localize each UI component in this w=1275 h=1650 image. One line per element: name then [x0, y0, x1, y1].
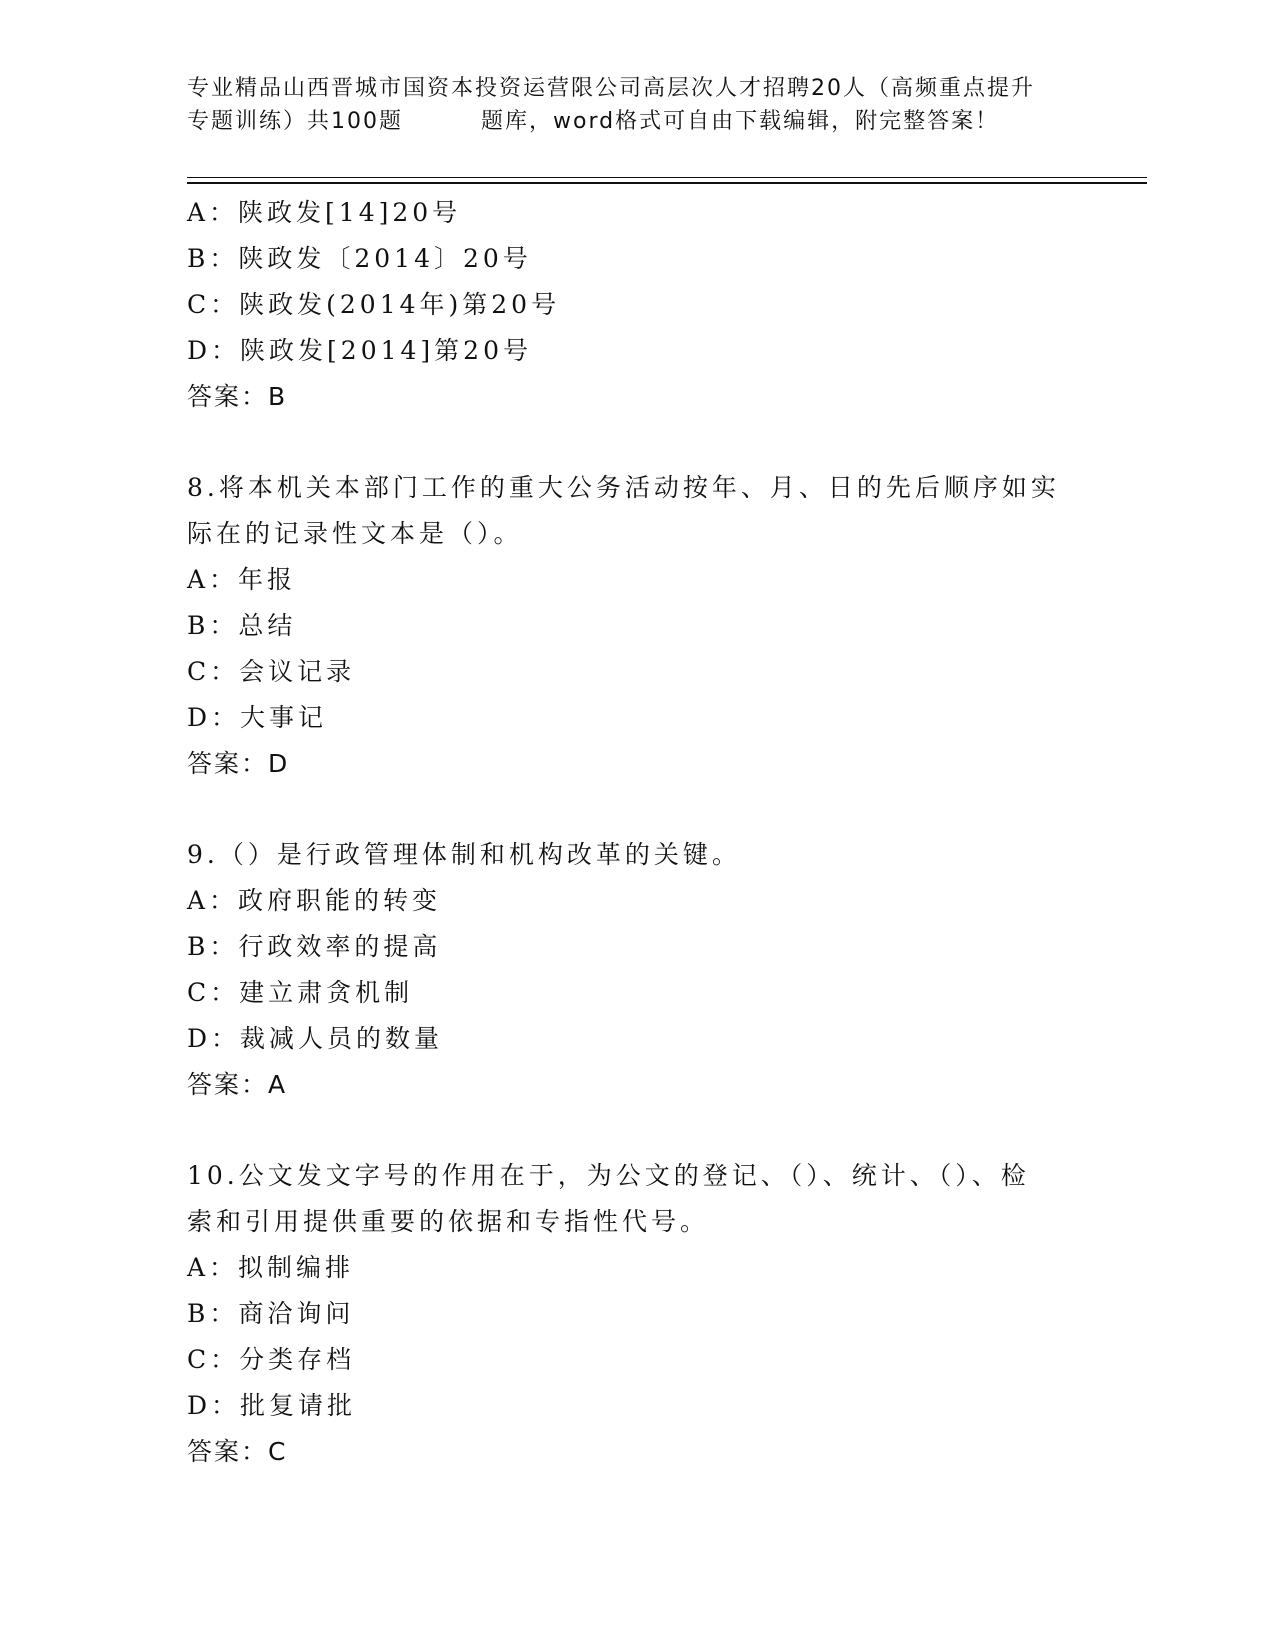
option-a: A：拟制编排	[187, 1253, 355, 1282]
question-10	[187, 1153, 1147, 1475]
option-d: D：陕政发[2014]第20号	[187, 336, 532, 365]
header-title-line-2b: 题库，word格式可自由下载编辑，附完整答案！	[481, 109, 1000, 134]
question-7	[187, 190, 1147, 420]
header-title-line-1: 专业精品山西晋城市国资本投资运营限公司高层次人才招聘20人（高频重点提升	[187, 76, 1035, 101]
question-text-line-1: 9.（）是行政管理体制和机构改革的关键。	[187, 840, 741, 869]
header-divider-thin	[187, 177, 1147, 178]
option-a: A：年报	[187, 565, 297, 594]
header-title-line-2a: 专题训练）共100题	[187, 109, 403, 134]
option-c: C：会议记录	[187, 657, 356, 686]
answer: 答案：C	[187, 1437, 288, 1466]
option-d: D：大事记	[187, 703, 328, 732]
question-text-line-1: 8.将本机关本部门工作的重大公务活动按年、月、日的先后顺序如实	[187, 473, 1060, 502]
question-text-line-2: 索和引用提供重要的依据和专指性代号。	[187, 1207, 710, 1236]
option-b: B：行政效率的提高	[187, 932, 442, 961]
option-a: A：陕政发[14]20号	[187, 198, 462, 227]
question-text-line-1: 10.公文发文字号的作用在于，为公文的登记、（）、统计、（）、检	[187, 1161, 1030, 1190]
option-b: B：陕政发〔2014〕20号	[187, 244, 532, 273]
answer: 答案：D	[187, 749, 290, 778]
option-c: C：陕政发(2014年)第20号	[187, 290, 561, 319]
option-d: D：裁减人员的数量	[187, 1024, 444, 1053]
answer: 答案：A	[187, 1070, 288, 1099]
option-a: A：政府职能的转变	[187, 886, 442, 915]
header-divider-thick	[187, 182, 1147, 184]
header-title-line-2	[187, 105, 1087, 138]
option-c: C：建立肃贪机制	[187, 978, 414, 1007]
option-b: B：总结	[187, 611, 297, 640]
document-header	[187, 72, 1087, 138]
option-c: C：分类存档	[187, 1345, 356, 1374]
question-text-line-2: 际在的记录性文本是（）。	[187, 519, 523, 548]
question-content	[187, 190, 1147, 1475]
question-9	[187, 832, 1147, 1108]
option-d: D：批复请批	[187, 1391, 357, 1420]
answer: 答案：B	[187, 382, 288, 411]
option-b: B：商洽询问	[187, 1299, 355, 1328]
question-8	[187, 465, 1147, 787]
